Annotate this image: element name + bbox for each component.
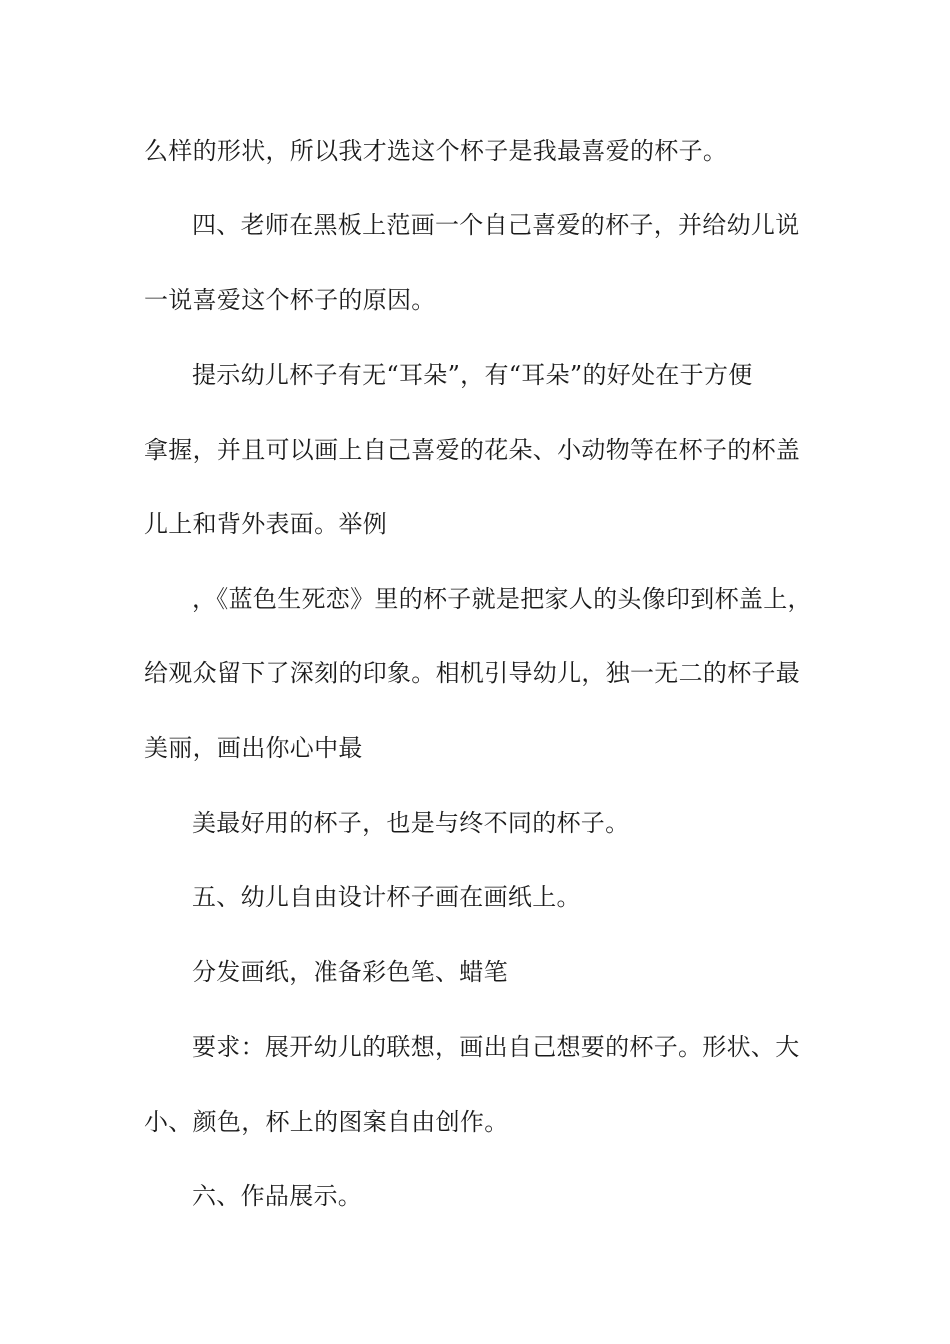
text-line-3: 一说喜爱这个杯子的原因。 — [144, 286, 436, 314]
text-line-12: 分发画纸，准备彩色笔、蜡笔 — [192, 958, 508, 986]
text-line-5: 拿握，并且可以画上自己喜爱的花朵、小动物等在杯子的杯盖 — [144, 436, 801, 464]
text-line-4: 提示幼儿杯子有无“耳朵”，有“耳朵”的好处在于方便 — [192, 361, 753, 389]
text-line-9: 美丽，画出你心中最 — [144, 734, 363, 762]
text-line-8: 给观众留下了深刻的印象。相机引导幼儿，独一无二的杯子最 — [144, 659, 801, 687]
text-line-11: 五、幼儿自由设计杯子画在画纸上。 — [192, 883, 581, 911]
text-line-6: 儿上和背外表面。举例 — [144, 510, 387, 538]
text-line-7: ，《蓝色生死恋》里的杯子就是把家人的头像印到杯盖上， — [192, 585, 812, 613]
text-line-10: 美最好用的杯子，也是与终不同的杯子。 — [192, 809, 630, 837]
text-line-15: 六、作品展示。 — [192, 1182, 363, 1210]
text-line-14: 小、颜色，杯上的图案自由创作。 — [144, 1108, 509, 1136]
text-line-13: 要求：展开幼儿的联想，画出自己想要的杯子。形状、大 — [192, 1033, 800, 1061]
text-line-1: 么样的形状，所以我才选这个杯子是我最喜爱的杯子。 — [144, 137, 728, 165]
text-line-2: 四、老师在黑板上范画一个自己喜爱的杯子，并给幼儿说 — [192, 211, 800, 239]
